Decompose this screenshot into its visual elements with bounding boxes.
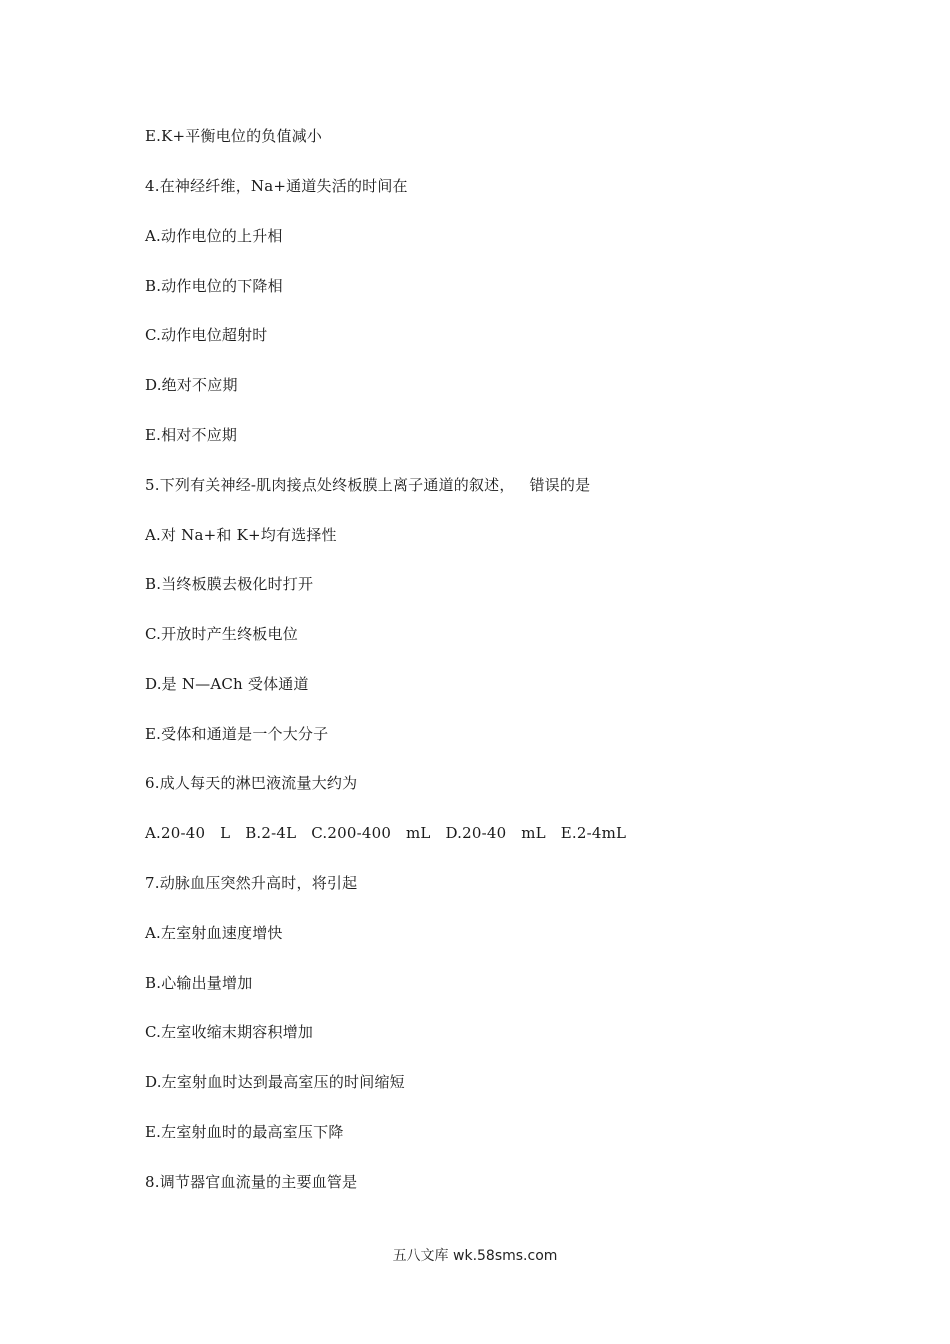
option-c: C.左室收缩末期容积增加 [145,1023,314,1041]
question-6: 6.成人每天的淋巴液流量大约为 [145,774,358,792]
text-line: E.K+平衡电位的负值减小 [145,127,323,145]
page-footer: 五八文库 wk.58sms.com [392,1248,558,1264]
question-4: 4.在神经纤维，Na+通道失活的时间在 [145,177,408,195]
question-7: 7.动脉血压突然升高时，将引起 [145,874,358,892]
options-inline: A.20-40 L B.2-4L C.200-400 mL D.20-40 mL E.2-4mL [145,824,627,842]
option-a: A.对 Na+和 K+均有选择性 [145,526,337,544]
option-b: B.心输出量增加 [145,974,253,992]
option-a: A.动作电位的上升相 [145,227,283,245]
option-e: E.左室射血时的最高室压下降 [145,1123,344,1141]
option-e: E.相对不应期 [145,426,238,444]
question-8: 8.调节器官血流量的主要血管是 [145,1173,358,1191]
option-b: B.当终板膜去极化时打开 [145,575,314,593]
question-5: 5.下列有关神经-肌肉接点处终板膜上离子通道的叙述， 错误的是 [145,476,591,494]
option-c: C.开放时产生终板电位 [145,625,298,643]
option-a: A.左室射血速度增快 [145,924,283,942]
option-d: D.是 N—ACh 受体通道 [145,675,309,693]
option-c: C.动作电位超射时 [145,326,268,344]
option-e: E.受体和通道是一个大分子 [145,725,329,743]
option-d: D.左室射血时达到最高室压的时间缩短 [145,1073,405,1091]
option-b: B.动作电位的下降相 [145,277,283,295]
option-d: D.绝对不应期 [145,376,238,394]
